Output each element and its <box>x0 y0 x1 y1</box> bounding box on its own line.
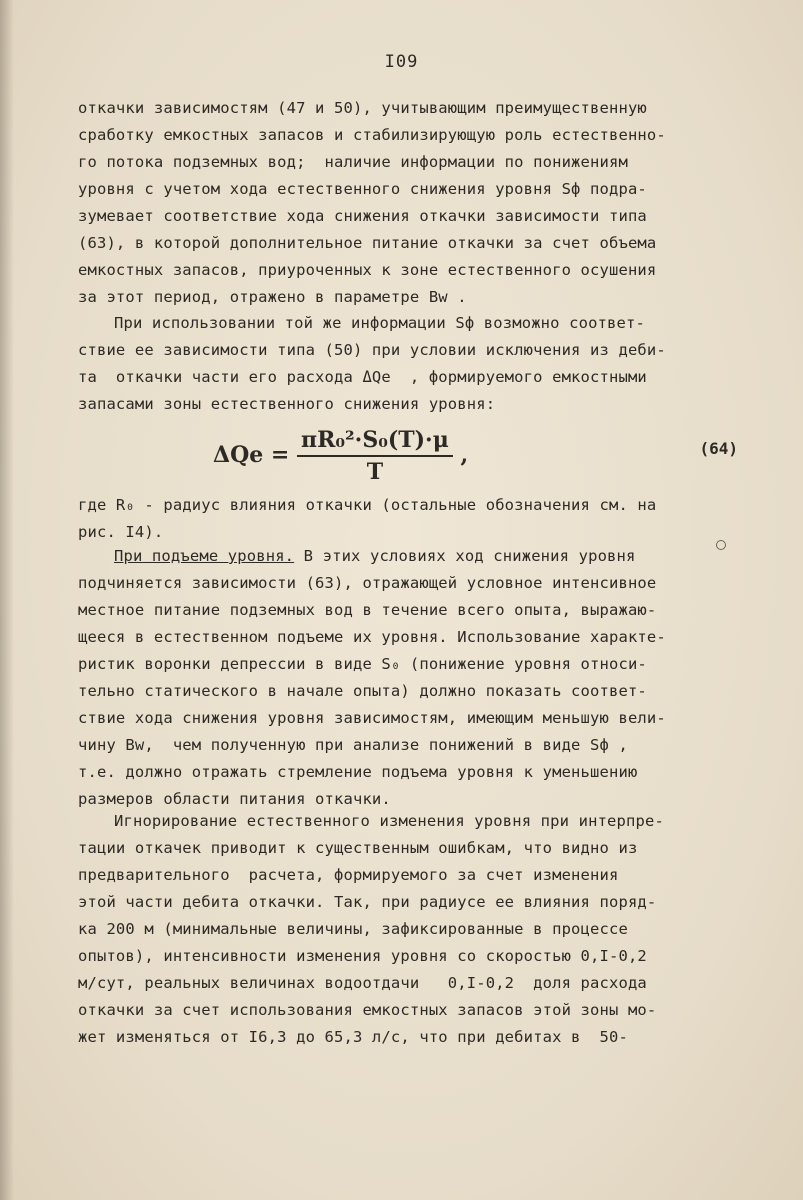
page-edge-shadow <box>0 0 14 1200</box>
text-line: жет изменяться от I6,3 до 65,3 л/с, что при дебитах в 50- <box>78 1028 628 1046</box>
text-line: где R₀ - радиус влияния откачки (остальные обозначения см. на <box>78 496 657 514</box>
section-heading: При подъеме уровня. <box>114 547 295 565</box>
text-line: сработку емкостных запасов и стабилизирующую роль естественно- <box>78 126 666 144</box>
text-line: откачки за счет использования емкостных запасов этой зоны мо- <box>78 1001 657 1019</box>
text-line: При использовании той же информации Sф возможно соответ- <box>114 314 645 332</box>
paragraph-3 <box>78 492 738 546</box>
text-line: местное питание подземных вод в течение всего опыта, выражаю- <box>78 601 657 619</box>
text-line: размеров области питания откачки. <box>78 790 391 808</box>
text-line: рис. I4). <box>78 523 164 541</box>
text-line: ристик воронки депрессии в виде S₀ (понижение уровня относи- <box>78 655 647 673</box>
text-line: щееся в естественном подъеме их уровня. Использование характе- <box>78 628 666 646</box>
formula-lhs: ΔQe = <box>213 442 290 468</box>
page-number: I09 <box>384 52 419 72</box>
text-line: запасами зоны естественного снижения уровня: <box>78 395 496 413</box>
text-line: емкостных запасов, приуроченных к зоне естественного осушения <box>78 261 657 279</box>
formula-trailing: , <box>460 442 469 468</box>
formula-expression <box>213 427 468 485</box>
text-line: тации откачек приводит к существенным ошибкам, что видно из <box>78 839 638 857</box>
text-line: та откачки части его расхода ΔQe , формируемого емкостными <box>78 368 647 386</box>
text-line: опытов), интенсивности изменения уровня со скоростью 0,I-0,2 <box>78 947 647 965</box>
formula-fraction <box>297 427 453 485</box>
text-line <box>78 543 738 570</box>
text-line: за этот период, отражено в параметре Bw . <box>78 288 467 306</box>
formula-numerator: πR₀²·S₀(T)·μ <box>297 427 453 457</box>
text-line: т.е. должно отражать стремление подъема уровня к уменьшению <box>78 763 638 781</box>
text-line: подчиняется зависимости (63), отражающей условное интенсивное <box>78 574 657 592</box>
paragraph-1 <box>78 95 738 311</box>
formula-64 <box>78 425 738 489</box>
text-line: предварительного расчета, формируемого за счет изменения <box>78 866 619 884</box>
text-line: ствие ее зависимости типа (50) при условии исключения из деби- <box>78 341 666 359</box>
text-fragment: В этих условиях ход снижения уровня <box>294 547 636 565</box>
formula-denominator: T <box>366 459 384 485</box>
equation-number: (64) <box>699 439 738 458</box>
text-line: чину Bw, чем полученную при анализе понижений в виде Sф , <box>78 736 628 754</box>
text-line: го потока подземных вод; наличие информации по понижениям <box>78 153 628 171</box>
paragraph-4 <box>78 543 738 813</box>
paragraph-5 <box>78 808 738 1051</box>
text-line: ствие хода снижения уровня зависимостям, имеющим меньшую вели- <box>78 709 666 727</box>
text-line: ка 200 м (минимальные величины, зафиксированные в процессе <box>78 920 628 938</box>
text-line: откачки зависимостям (47 и 50), учитывающим преимущественную <box>78 99 647 117</box>
text-line: этой части дебита откачки. Так, при радиусе ее влияния поряд- <box>78 893 657 911</box>
text-line: м/сут, реальных величинах водоотдачи 0,I-0,2 доля расхода <box>78 974 647 992</box>
text-line: тельно статического в начале опыта) должно показать соответ- <box>78 682 647 700</box>
text-line: Игнорирование естественного изменения уровня при интерпре- <box>114 812 664 830</box>
paragraph-2 <box>78 310 738 418</box>
text-line: (63), в которой дополнительное питание откачки за счет объема <box>78 234 657 252</box>
text-line: уровня с учетом хода естественного снижения уровня Sф подра- <box>78 180 647 198</box>
text-line: зумевает соответствие хода снижения откачки зависимости типа <box>78 207 647 225</box>
